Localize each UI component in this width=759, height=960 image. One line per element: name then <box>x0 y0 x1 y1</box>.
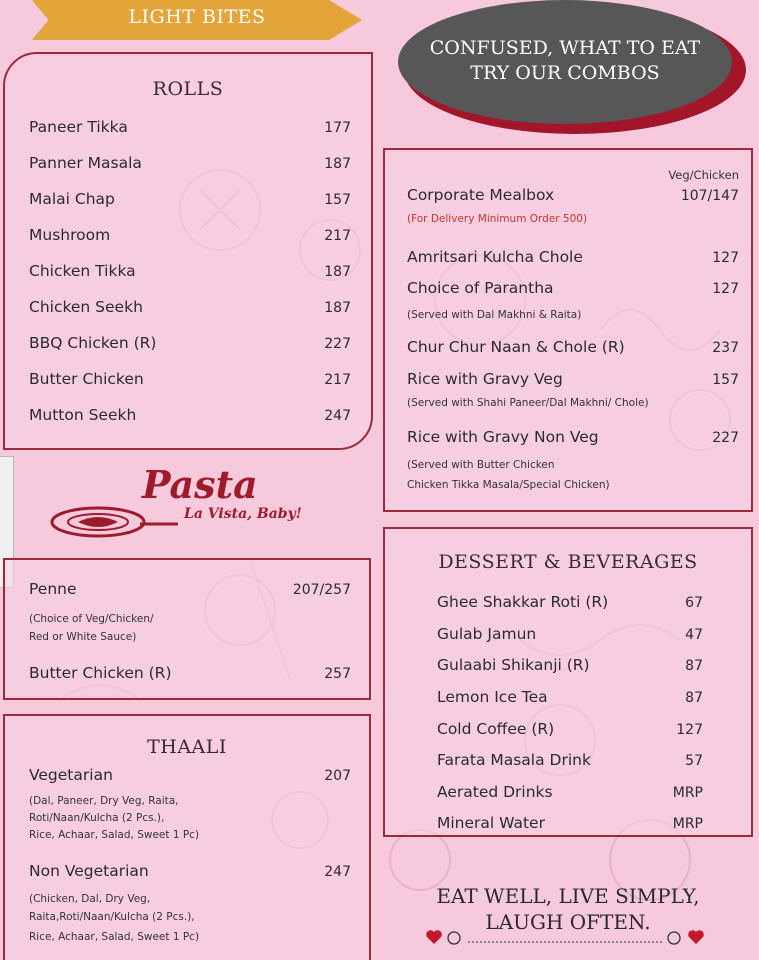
menu-item <box>29 118 351 136</box>
item-name: Gulaabi Shikanji (R) <box>437 656 590 674</box>
item-name: Paneer Tikka <box>29 118 128 136</box>
menu-item <box>29 334 351 352</box>
item-price: 47 <box>685 627 703 643</box>
rolls-title: ROLLS <box>152 78 224 100</box>
dessert-title: DESSERT & BEVERAGES <box>438 551 698 573</box>
item-price: 237 <box>712 340 739 356</box>
pasta-plate-icon <box>48 502 178 542</box>
item-price: 187 <box>324 156 351 172</box>
item-note: (Choice of Veg/Chicken/ <box>29 613 154 625</box>
menu-item <box>437 814 703 832</box>
menu-item <box>437 656 703 674</box>
item-name: Rice with Gravy Veg <box>407 370 563 388</box>
item-name: Panner Masala <box>29 154 142 172</box>
menu-item <box>407 370 739 388</box>
item-note: Rice, Achaar, Salad, Sweet 1 Pc) <box>29 829 200 841</box>
menu-item <box>437 720 703 738</box>
item-note: Rice, Achaar, Salad, Sweet 1 Pc) <box>29 931 200 943</box>
item-name: Butter Chicken <box>29 370 144 388</box>
item-name: Mushroom <box>29 226 111 244</box>
item-note: (Served with Shahi Paneer/Dal Makhni/ Chole) <box>407 397 649 409</box>
dessert-section <box>383 527 753 837</box>
item-name: Ghee Shakkar Roti (R) <box>437 593 609 611</box>
menu-item <box>407 338 739 356</box>
promo-line-1: CONFUSED, WHAT TO EAT <box>429 37 701 59</box>
menu-item <box>407 279 739 297</box>
menu-item <box>29 262 351 280</box>
item-price: 87 <box>685 658 703 674</box>
item-name: Choice of Parantha <box>407 279 554 297</box>
item-price: 207 <box>324 768 351 784</box>
menu-item <box>407 428 739 446</box>
menu-item <box>29 766 351 784</box>
item-note: (Served with Dal Makhni & Raita) <box>407 309 582 321</box>
item-name: Penne <box>29 580 77 598</box>
item-price: 257 <box>324 666 351 682</box>
item-name: Malai Chap <box>29 190 115 208</box>
menu-item <box>29 226 351 244</box>
item-price: 127 <box>712 281 739 297</box>
item-name: Chur Chur Naan & Chole (R) <box>407 338 625 356</box>
footer-line-1: EAT WELL, LIVE SIMPLY, <box>436 884 700 908</box>
item-note: Raita,Roti/Naan/Kulcha (2 Pcs.), <box>29 911 195 923</box>
item-note: Chicken Tikka Masala/Special Chicken) <box>407 479 610 491</box>
item-note: Roti/Naan/Kulcha (2 Pcs.), <box>29 812 165 824</box>
menu-item <box>407 248 739 266</box>
item-note: (Served with Butter Chicken <box>407 459 555 471</box>
pasta-section <box>3 558 371 700</box>
item-name: Mutton Seekh <box>29 406 137 424</box>
item-price: 217 <box>324 372 351 388</box>
item-name: Rice with Gravy Non Veg <box>407 428 599 446</box>
pasta-title: Pasta <box>142 462 258 507</box>
banner-label: LIGHT BITES <box>128 6 266 28</box>
combos-header: Veg/Chicken <box>668 168 739 182</box>
menu-item <box>29 298 351 316</box>
item-price: 127 <box>676 722 703 738</box>
item-price: 227 <box>324 336 351 352</box>
item-note: (Chicken, Dal, Dry Veg, <box>29 893 151 905</box>
item-note: (For Delivery Minimum Order 500) <box>407 213 588 225</box>
menu-item <box>437 593 703 611</box>
item-price: 177 <box>324 120 351 136</box>
item-name: Butter Chicken (R) <box>29 664 172 682</box>
item-price: 157 <box>712 372 739 388</box>
item-price: 157 <box>324 192 351 208</box>
item-price: 227 <box>712 430 739 446</box>
menu-item <box>29 406 351 424</box>
item-name: Chicken Tikka <box>29 262 136 280</box>
item-price: 217 <box>324 228 351 244</box>
item-price: MRP <box>672 785 703 801</box>
menu-item <box>29 190 351 208</box>
item-price: 127 <box>712 250 739 266</box>
item-price: 187 <box>324 264 351 280</box>
item-note: Red or White Sauce) <box>29 631 137 643</box>
item-name: Vegetarian <box>29 766 113 784</box>
promo-text <box>398 36 732 86</box>
menu-item <box>29 370 351 388</box>
item-name: Non Vegetarian <box>29 862 149 880</box>
item-name: Cold Coffee (R) <box>437 720 555 738</box>
item-name: Lemon Ice Tea <box>437 688 548 706</box>
item-name: Mineral Water <box>437 814 545 832</box>
item-price: MRP <box>672 816 703 832</box>
menu-item <box>29 580 351 598</box>
item-name: Amritsari Kulcha Chole <box>407 248 583 266</box>
item-price: 187 <box>324 300 351 316</box>
rolls-section <box>3 52 373 450</box>
item-name: Gulab Jamun <box>437 625 537 643</box>
footer-line-2: LAUGH OFTEN. <box>485 910 651 934</box>
item-name: Chicken Seekh <box>29 298 143 316</box>
item-price: 207/257 <box>292 582 351 598</box>
item-name: BBQ Chicken (R) <box>29 334 157 352</box>
thaali-section <box>3 714 371 960</box>
menu-item <box>407 186 739 204</box>
item-price: 107/147 <box>680 188 739 204</box>
pasta-subtitle: La Vista, Baby! <box>184 506 302 522</box>
item-name: Farata Masala Drink <box>437 751 591 769</box>
menu-item <box>29 154 351 172</box>
item-price: 87 <box>685 690 703 706</box>
heart-smiley-decoration <box>424 928 724 948</box>
item-name: Corporate Mealbox <box>407 186 555 204</box>
promo-line-2: TRY OUR COMBOS <box>470 62 660 84</box>
menu-item <box>29 664 351 682</box>
item-price: 57 <box>685 753 703 769</box>
menu-item <box>29 862 351 880</box>
thaali-title: THAALI <box>147 736 227 758</box>
menu-item <box>437 751 703 769</box>
item-price: 247 <box>324 864 351 880</box>
combos-section <box>383 148 753 512</box>
menu-item <box>437 688 703 706</box>
menu-item <box>437 625 703 643</box>
item-price: 67 <box>685 595 703 611</box>
menu-item <box>437 783 703 801</box>
item-note: (Dal, Paneer, Dry Veg, Raita, <box>29 795 179 807</box>
item-price: 247 <box>324 408 351 424</box>
item-name: Aerated Drinks <box>437 783 553 801</box>
